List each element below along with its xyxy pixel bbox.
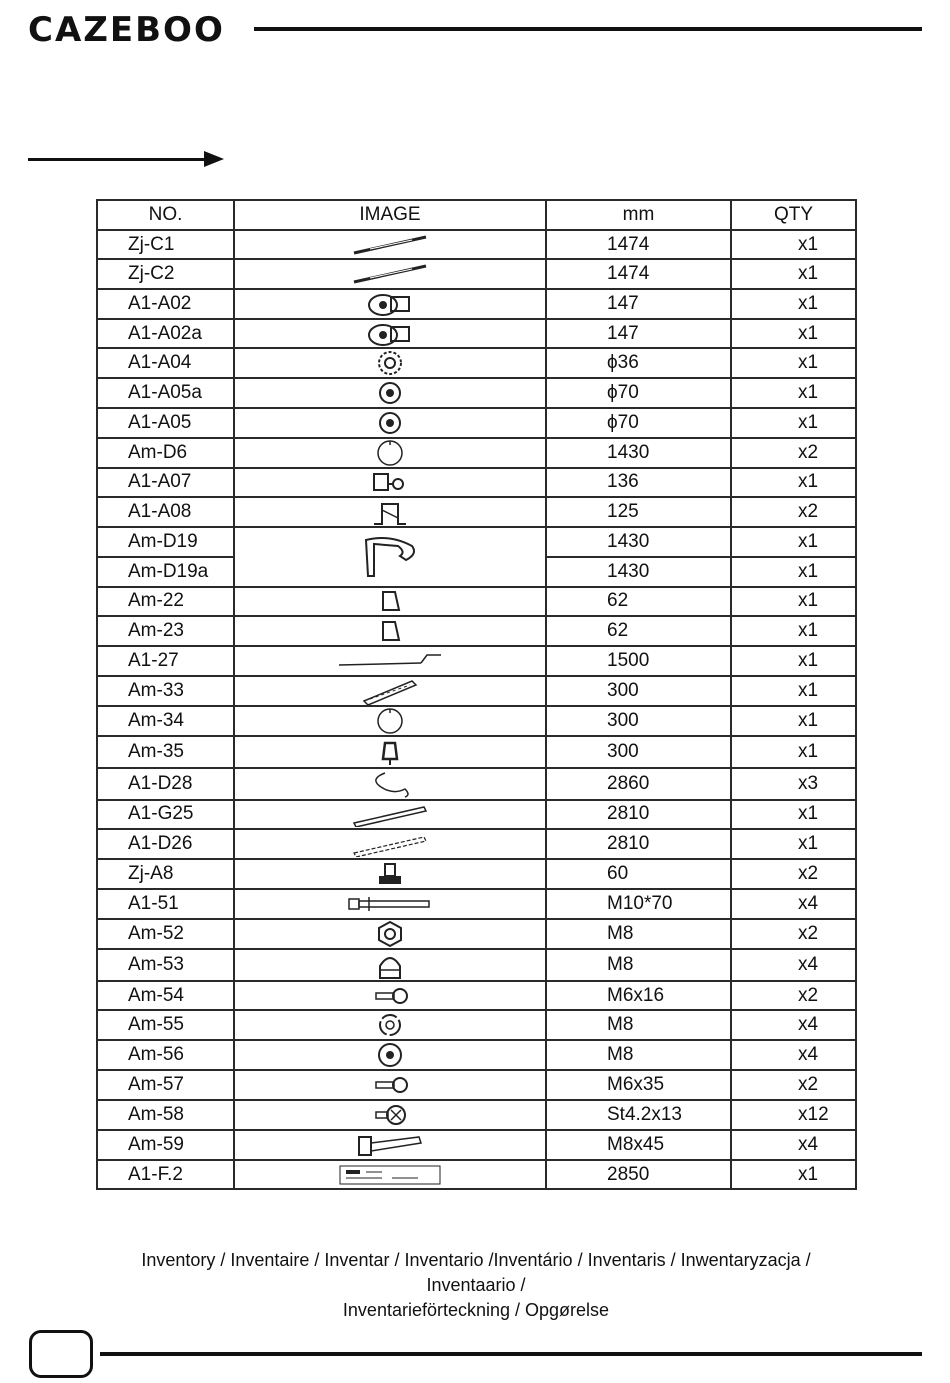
header-image: IMAGE (234, 200, 546, 230)
part-image (234, 1160, 546, 1190)
part-size: 1474 (546, 259, 731, 289)
part-number: A1-A02 (97, 289, 234, 319)
part-quantity: x4 (731, 1040, 856, 1070)
table-row (97, 587, 856, 617)
part-quantity: x4 (731, 1130, 856, 1160)
part-quantity: x2 (731, 1070, 856, 1100)
part-quantity: x4 (731, 1010, 856, 1040)
part-number: Am-35 (97, 736, 234, 768)
section-arrow-line (28, 158, 206, 161)
cap-nut-icon (375, 950, 405, 980)
hex-bolt-icon (355, 1131, 425, 1159)
crank-handle-icon (335, 651, 445, 671)
table-header-row (97, 200, 856, 230)
mount-bracket-icon (368, 498, 412, 526)
table-row (97, 378, 856, 408)
table-row (97, 889, 856, 919)
part-number: Am-54 (97, 981, 234, 1011)
part-size: M8 (546, 1010, 731, 1040)
label-plate-icon (338, 1164, 442, 1186)
footer-rule (100, 1352, 922, 1356)
part-quantity: x1 (731, 676, 856, 706)
part-quantity: x1 (731, 378, 856, 408)
part-quantity: x1 (731, 348, 856, 378)
caption-line-2: Inventarieförteckning / Opgørelse (342, 1300, 610, 1320)
header-rule (254, 27, 922, 31)
part-number: A1-A07 (97, 468, 234, 498)
table-row (97, 859, 856, 889)
part-number: Am-34 (97, 706, 234, 736)
part-quantity: x1 (731, 319, 856, 349)
table-row (97, 468, 856, 498)
end-cap-icon (375, 410, 405, 436)
part-size: 2850 (546, 1160, 731, 1190)
table-row (97, 527, 856, 557)
lock-washer-icon (375, 1011, 405, 1039)
part-size: 60 (546, 859, 731, 889)
part-quantity: x1 (731, 736, 856, 768)
part-image (234, 259, 546, 289)
part-size: ϕ70 (546, 378, 731, 408)
table-row (97, 919, 856, 949)
part-quantity: x4 (731, 949, 856, 981)
part-quantity: x1 (731, 230, 856, 260)
bracket-icon (365, 321, 415, 347)
gear-icon (375, 350, 405, 376)
header-qty: QTY (731, 200, 856, 230)
part-quantity: x2 (731, 497, 856, 527)
table-row (97, 497, 856, 527)
part-image (234, 230, 546, 260)
part-size: M10*70 (546, 889, 731, 919)
table-row (97, 1010, 856, 1040)
part-size: St4.2x13 (546, 1100, 731, 1130)
table-row (97, 646, 856, 676)
part-image (234, 981, 546, 1011)
part-image (234, 616, 546, 646)
part-image (234, 289, 546, 319)
part-size: M8 (546, 949, 731, 981)
part-number: Zj-C1 (97, 230, 234, 260)
part-image (234, 497, 546, 527)
part-size: 2860 (546, 768, 731, 800)
part-number: Zj-A8 (97, 859, 234, 889)
table-row (97, 1130, 856, 1160)
strip-icon (350, 831, 430, 857)
part-image (234, 736, 546, 768)
part-image (234, 800, 546, 830)
part-quantity: x2 (731, 919, 856, 949)
part-image (234, 1100, 546, 1130)
part-quantity: x2 (731, 981, 856, 1011)
tube-section-icon (373, 707, 407, 735)
bracket-icon (365, 291, 415, 317)
part-number: Am-53 (97, 949, 234, 981)
table-row (97, 319, 856, 349)
clip-icon (375, 618, 405, 644)
part-number: Am-52 (97, 919, 234, 949)
part-size: 300 (546, 736, 731, 768)
part-image (234, 1010, 546, 1040)
part-image (234, 706, 546, 736)
table-row (97, 736, 856, 768)
part-image (234, 919, 546, 949)
part-image (234, 646, 546, 676)
page-number-box (29, 1330, 93, 1378)
part-image (234, 468, 546, 498)
part-size: 62 (546, 616, 731, 646)
arrow-right-icon (204, 151, 224, 167)
part-size: 1500 (546, 646, 731, 676)
part-image (234, 676, 546, 706)
part-quantity: x1 (731, 616, 856, 646)
part-image (234, 829, 546, 859)
table-row (97, 259, 856, 289)
part-size: 136 (546, 468, 731, 498)
table-row (97, 1100, 856, 1130)
inventory-table (96, 199, 857, 1190)
part-number: Am-23 (97, 616, 234, 646)
caption-line-1: Inventory / Inventaire / Inventar / Inventario /Inventário / Inventaris / Inwentaryzacja / Inventaario / (141, 1250, 811, 1295)
part-number: Am-D19 (97, 527, 234, 557)
part-quantity: x1 (731, 259, 856, 289)
part-number: Am-56 (97, 1040, 234, 1070)
part-size: 147 (546, 319, 731, 349)
part-quantity: x1 (731, 527, 856, 557)
part-number: A1-G25 (97, 800, 234, 830)
self-tapping-screw-icon (370, 1102, 410, 1128)
part-number: A1-A05 (97, 408, 234, 438)
part-number: A1-27 (97, 646, 234, 676)
part-quantity: x1 (731, 646, 856, 676)
part-image (234, 319, 546, 349)
table-row (97, 1040, 856, 1070)
table-row (97, 676, 856, 706)
part-quantity: x1 (731, 1160, 856, 1190)
cord-icon (365, 769, 415, 799)
part-quantity: x1 (731, 557, 856, 587)
part-image (234, 1130, 546, 1160)
rail-icon (360, 677, 420, 705)
table-row (97, 616, 856, 646)
profile-icon (360, 532, 420, 582)
part-number: Am-D6 (97, 438, 234, 468)
table-row (97, 1160, 856, 1190)
part-size: M8 (546, 1040, 731, 1070)
table-row (97, 1070, 856, 1100)
part-number: Am-57 (97, 1070, 234, 1100)
part-image (234, 949, 546, 981)
part-number: Am-22 (97, 587, 234, 617)
part-image (234, 348, 546, 378)
header-mm: mm (546, 200, 731, 230)
part-size: ϕ70 (546, 408, 731, 438)
table-row (97, 706, 856, 736)
part-size: 147 (546, 289, 731, 319)
part-size: M8 (546, 919, 731, 949)
part-size: 62 (546, 587, 731, 617)
part-size: M8x45 (546, 1130, 731, 1160)
part-number: A1-A05a (97, 378, 234, 408)
part-size: 1474 (546, 230, 731, 260)
part-quantity: x1 (731, 829, 856, 859)
end-cap-icon (375, 380, 405, 406)
plug-icon (373, 860, 407, 888)
table-row (97, 438, 856, 468)
part-quantity: x1 (731, 800, 856, 830)
part-number: A1-D26 (97, 829, 234, 859)
screw-icon (370, 1073, 410, 1097)
part-number: Am-59 (97, 1130, 234, 1160)
part-number: Am-58 (97, 1100, 234, 1130)
part-quantity: x4 (731, 889, 856, 919)
part-quantity: x12 (731, 1100, 856, 1130)
part-size: 1430 (546, 438, 731, 468)
part-image (234, 527, 546, 586)
part-quantity: x3 (731, 768, 856, 800)
part-number: A1-A02a (97, 319, 234, 349)
inventory-table-body (97, 230, 856, 1190)
part-number: A1-F.2 (97, 1160, 234, 1190)
table-row (97, 230, 856, 260)
part-image (234, 1040, 546, 1070)
part-number: Zj-C2 (97, 259, 234, 289)
part-quantity: x1 (731, 408, 856, 438)
part-quantity: x1 (731, 468, 856, 498)
rod-icon (350, 233, 430, 257)
table-row (97, 829, 856, 859)
table-row (97, 348, 856, 378)
washer-icon (375, 1041, 405, 1069)
part-size: 300 (546, 676, 731, 706)
table-row (97, 949, 856, 981)
part-quantity: x1 (731, 587, 856, 617)
rod-icon (350, 262, 430, 286)
screw-icon (370, 984, 410, 1008)
part-number: Am-D19a (97, 557, 234, 587)
part-size: 125 (546, 497, 731, 527)
part-image (234, 889, 546, 919)
part-size: M6x16 (546, 981, 731, 1011)
part-image (234, 859, 546, 889)
part-size: 2810 (546, 800, 731, 830)
brand-logo: CAZEBOO (28, 10, 225, 50)
part-size: 1430 (546, 527, 731, 557)
part-size: M6x35 (546, 1070, 731, 1100)
part-number: A1-D28 (97, 768, 234, 800)
table-row (97, 800, 856, 830)
part-number: Am-55 (97, 1010, 234, 1040)
part-size: 2810 (546, 829, 731, 859)
part-size: 300 (546, 706, 731, 736)
clip-icon (375, 588, 405, 614)
pole-icon (350, 801, 430, 827)
part-number: A1-A08 (97, 497, 234, 527)
part-image (234, 1070, 546, 1100)
table-row (97, 408, 856, 438)
header-no: NO. (97, 200, 234, 230)
part-image (234, 768, 546, 800)
part-image (234, 438, 546, 468)
bell-profile-icon (375, 737, 405, 767)
inventory-caption (96, 1248, 856, 1323)
table-row (97, 289, 856, 319)
anchor-bolt-icon (345, 893, 435, 915)
table-row (97, 981, 856, 1011)
part-image (234, 587, 546, 617)
table-row (97, 768, 856, 800)
hinge-icon (370, 470, 410, 494)
nut-icon (375, 920, 405, 948)
part-quantity: x1 (731, 289, 856, 319)
part-number: Am-33 (97, 676, 234, 706)
part-size: ϕ36 (546, 348, 731, 378)
part-quantity: x1 (731, 706, 856, 736)
part-image (234, 408, 546, 438)
tube-section-icon (373, 439, 407, 467)
part-number: A1-A04 (97, 348, 234, 378)
part-image (234, 378, 546, 408)
part-number: A1-51 (97, 889, 234, 919)
part-quantity: x2 (731, 859, 856, 889)
part-size: 1430 (546, 557, 731, 587)
part-quantity: x2 (731, 438, 856, 468)
